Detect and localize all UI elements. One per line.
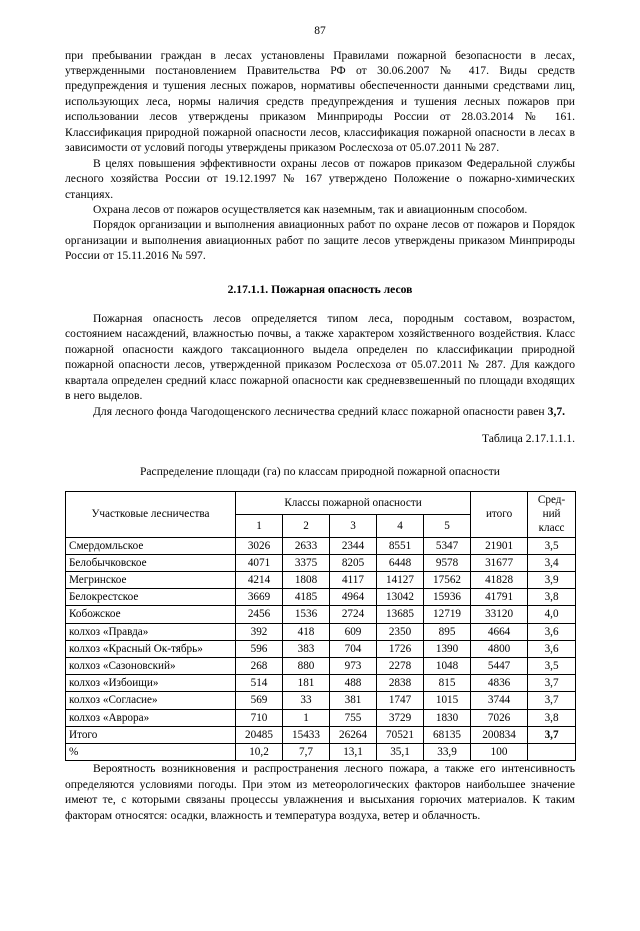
cell-average: 3,8 [528,589,576,606]
table-row [66,589,576,606]
cell-total: 31677 [471,554,528,571]
table-header [66,492,576,538]
cell-class-4: 13685 [377,606,424,623]
paragraph-6 [65,404,575,419]
cell-class-2: 383 [283,640,330,657]
cell-class-3: 4964 [330,589,377,606]
paragraph-1: при пребывании граждан в лесах установлены Правилами пожарной безопасности в лесах, утвержденными постановлением Правительства РФ от 30.06.2007 № 417. Виды средств предупреждения и тушения лесных пожаров, нормативы обеспеченности данными средствами лиц, использующих леса, нормы наличия средств предупреждения и тушения лесных пожаров при использовании лесов утверждены приказом Минприроды России от 28.03.2014 № 161. Классификация природной пожарной опасности лесов, классификация пожарной опасности в лесах в зависимости от условий погоды утверждены приказом Рослесхоза от 05.07.2011 № 287. [65,48,575,155]
cell-total: 4800 [471,640,528,657]
cell-average: 3,5 [528,537,576,554]
cell-class-5: 815 [424,675,471,692]
paragraph-3: Охрана лесов от пожаров осуществляется как наземным, так и авиационным способом. [93,203,528,217]
cell-class-2: 1 [283,709,330,726]
table-percent-row [66,744,576,761]
row-name: Белобычковское [66,554,236,571]
cell-total: 41791 [471,589,528,606]
paragraph-7: Вероятность возникновения и распространения лесного пожара, а также его интенсивность определяются условиями погоды. При этом из метеорологических факторов наибольшее значение имеют те, с которыми связаны процессы увлажнения и высыхания горючих материалов. К таким факторам относятся: осадки, влажность и температура воздуха, ветер и облачность. [65,762,575,822]
header-class-2: 2 [283,514,330,537]
cell-class-2: 181 [283,675,330,692]
cell-class-4: 2278 [377,658,424,675]
table-row [66,554,576,571]
cell-class-3: 381 [330,692,377,709]
table-header-row-1 [66,492,576,515]
row-name-percent: % [66,744,236,761]
cell-class-5: 12719 [424,606,471,623]
cell-total: 33120 [471,606,528,623]
page-number: 87 [314,25,326,37]
cell-class-5: 1390 [424,640,471,657]
cell-class-1: 4071 [236,554,283,571]
percent-class-1: 10,2 [236,744,283,761]
cell-average: 3,7 [528,675,576,692]
cell-class-5: 1048 [424,658,471,675]
cell-class-3: 2344 [330,537,377,554]
header-average-class-line2: ний [542,508,561,521]
cell-total: 21901 [471,537,528,554]
paragraph-6-prefix: Для лесного фонда Чагодощенского лесничества средний класс пожарной опасности равен [93,404,548,418]
cell-class-1: 2456 [236,606,283,623]
cell-class-1: 569 [236,692,283,709]
cell-class-1: 3026 [236,537,283,554]
row-name: колхоз «Красный Ок-тябрь» [66,640,236,657]
cell-class-2: 880 [283,658,330,675]
cell-average: 3,7 [528,692,576,709]
cell-average: 3,8 [528,709,576,726]
table-row [66,572,576,589]
cell-average: 3,9 [528,572,576,589]
cell-class-2: 3375 [283,554,330,571]
row-name: Мегринское [66,572,236,589]
header-fire-hazard-classes: Классы пожарной опасности [236,492,471,515]
header-forestry-name: Участковые лесничества [66,492,236,538]
document-page [0,26,640,931]
table-row [66,537,576,554]
cell-class-2: 2633 [283,537,330,554]
cell-class-5: 1830 [424,709,471,726]
cell-class-3: 704 [330,640,377,657]
paragraph-2: В целях повышения эффективности охраны лесов от пожаров приказом Федеральной службы лесного хозяйства России от 19.12.1997 № 167 утверждено Положение о пожарно-химических станциях. [65,156,575,201]
percent-class-2: 7,7 [283,744,330,761]
cell-class-1: 4214 [236,572,283,589]
row-name: колхоз «Правда» [66,623,236,640]
cell-class-3: 973 [330,658,377,675]
cell-class-1: 268 [236,658,283,675]
header-class-5: 5 [424,514,471,537]
cell-average: 3,6 [528,623,576,640]
cell-total: 7026 [471,709,528,726]
cell-total: 4836 [471,675,528,692]
header-class-1: 1 [236,514,283,537]
table-row [66,623,576,640]
table-row [66,640,576,657]
cell-class-5: 1015 [424,692,471,709]
table-total-row [66,726,576,743]
total-class-1: 20485 [236,726,283,743]
table-number-label: Таблица 2.17.1.1.1. [481,432,575,446]
cell-class-5: 15936 [424,589,471,606]
cell-class-4: 8551 [377,537,424,554]
cell-average: 3,6 [528,640,576,657]
cell-class-4: 2350 [377,623,424,640]
cell-total: 3744 [471,692,528,709]
cell-class-2: 4185 [283,589,330,606]
total-class-4: 70521 [377,726,424,743]
cell-total: 4664 [471,623,528,640]
percent-class-3: 13,1 [330,744,377,761]
header-average-class-line1: Сред- [537,494,566,507]
cell-class-2: 418 [283,623,330,640]
cell-class-2: 1536 [283,606,330,623]
cell-class-2: 33 [283,692,330,709]
row-name: Белокрестское [66,589,236,606]
table-row [66,658,576,675]
cell-class-3: 8205 [330,554,377,571]
cell-class-2: 1808 [283,572,330,589]
cell-class-3: 609 [330,623,377,640]
row-name: колхоз «Сазоновский» [66,658,236,675]
header-class-4: 4 [377,514,424,537]
total-class-3: 26264 [330,726,377,743]
page-content [65,38,575,824]
cell-class-1: 3669 [236,589,283,606]
cell-class-3: 4117 [330,572,377,589]
cell-class-5: 5347 [424,537,471,554]
row-name-total: Итого [66,726,236,743]
header-average-class [528,492,576,538]
row-name: колхоз «Согласие» [66,692,236,709]
cell-class-5: 17562 [424,572,471,589]
cell-class-4: 6448 [377,554,424,571]
cell-class-4: 1747 [377,692,424,709]
cell-class-5: 9578 [424,554,471,571]
row-name: колхоз «Аврора» [66,709,236,726]
total-class-2: 15433 [283,726,330,743]
percent-average [528,744,576,761]
table-row [66,675,576,692]
row-name: Кобожское [66,606,236,623]
total-class-5: 68135 [424,726,471,743]
fire-hazard-area-table [65,491,576,761]
cell-class-1: 710 [236,709,283,726]
cell-class-4: 14127 [377,572,424,589]
cell-class-3: 755 [330,709,377,726]
header-class-3: 3 [330,514,377,537]
total-sum: 200834 [471,726,528,743]
cell-class-4: 2838 [377,675,424,692]
header-total: итого [471,492,528,538]
cell-class-4: 13042 [377,589,424,606]
row-name: колхоз «Избоищи» [66,675,236,692]
table-caption: Распределение площади (га) по классам природной пожарной опасности [139,465,501,479]
row-name: Смердомльское [66,537,236,554]
table-row [66,709,576,726]
cell-total: 41828 [471,572,528,589]
percent-total: 100 [471,744,528,761]
cell-class-1: 596 [236,640,283,657]
cell-class-5: 895 [424,623,471,640]
average-fire-class-value: 3,7. [547,404,566,418]
section-heading: 2.17.1.1. Пожарная опасность лесов [227,282,413,296]
table-row [66,692,576,709]
cell-average: 3,5 [528,658,576,675]
paragraph-4: Порядок организации и выполнения авиационных работ по охране лесов от пожаров и Порядок организации и выполнения авиационных работ по защите лесов утверждены приказом Минприроды России от 15.11.2016 № 597. [65,218,575,263]
cell-class-4: 1726 [377,640,424,657]
percent-class-5: 33,9 [424,744,471,761]
cell-class-1: 514 [236,675,283,692]
paragraph-5: Пожарная опасность лесов определяется типом леса, породным составом, возрастом, состоянием насаждений, влажностью почвы, а также характером хозяйственного воздействия. Класс пожарной опасности каждого таксационного выдела определен по классификации природной пожарной опасности лесов, утвержденной приказом Рослесхоза от 05.07.2011 № 287. Для каждого квартала определен средний класс пожарной опасности как средневзвешенный по площади входящих в него выделов. [65,311,575,403]
table-row [66,606,576,623]
table-body [66,537,576,761]
cell-average: 3,4 [528,554,576,571]
cell-class-3: 2724 [330,606,377,623]
cell-class-4: 3729 [377,709,424,726]
total-average: 3,7 [528,726,576,743]
cell-class-1: 392 [236,623,283,640]
header-average-class-line3: класс [538,522,565,535]
cell-total: 5447 [471,658,528,675]
cell-average: 4,0 [528,606,576,623]
cell-class-3: 488 [330,675,377,692]
percent-class-4: 35,1 [377,744,424,761]
